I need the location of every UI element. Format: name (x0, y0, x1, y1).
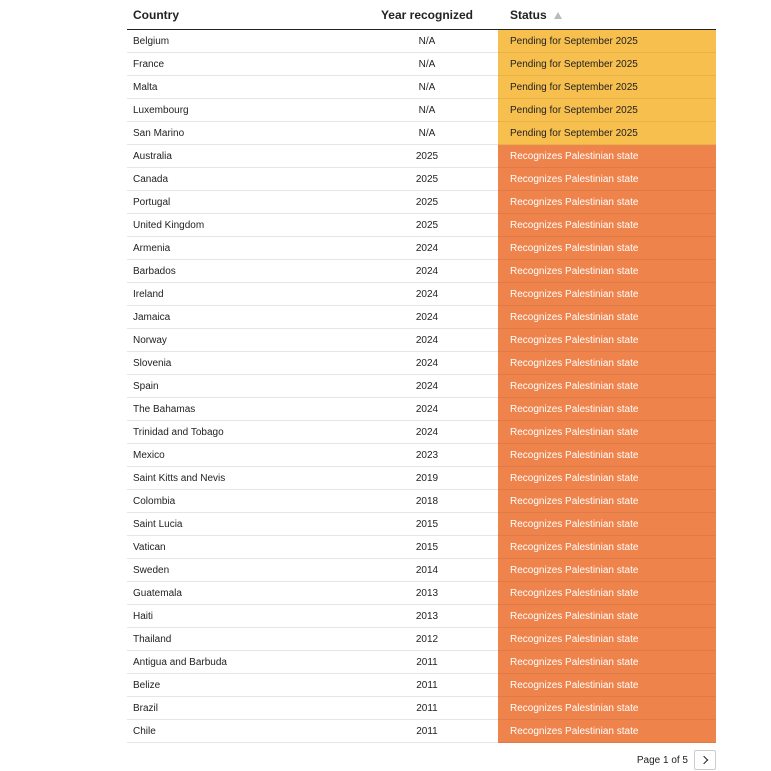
cell-country: Saint Kitts and Nevis (127, 467, 356, 490)
cell-country: Brazil (127, 697, 356, 720)
cell-year: 2011 (356, 674, 498, 697)
table-row (127, 375, 716, 398)
cell-year: 2024 (356, 329, 498, 352)
cell-status: Recognizes Palestinian state (498, 674, 716, 697)
table-row (127, 421, 716, 444)
cell-country: Malta (127, 76, 356, 99)
table-row (127, 53, 716, 76)
table-row (127, 536, 716, 559)
cell-country: Luxembourg (127, 99, 356, 122)
table-row (127, 467, 716, 490)
cell-year: 2024 (356, 237, 498, 260)
cell-status: Recognizes Palestinian state (498, 398, 716, 421)
table-row (127, 168, 716, 191)
cell-status: Recognizes Palestinian state (498, 628, 716, 651)
table-row (127, 352, 716, 375)
table-row (127, 628, 716, 651)
pagination (600, 749, 716, 771)
cell-year: 2011 (356, 697, 498, 720)
cell-country: Barbados (127, 260, 356, 283)
cell-year: 2012 (356, 628, 498, 651)
cell-year: 2025 (356, 168, 498, 191)
cell-status: Recognizes Palestinian state (498, 467, 716, 490)
table-row (127, 720, 716, 743)
table-body (127, 30, 716, 743)
cell-status: Pending for September 2025 (498, 53, 716, 76)
header-country[interactable] (127, 8, 356, 22)
cell-country: France (127, 53, 356, 76)
cell-year: N/A (356, 30, 498, 53)
cell-country: Ireland (127, 283, 356, 306)
cell-country: Saint Lucia (127, 513, 356, 536)
cell-country: Spain (127, 375, 356, 398)
cell-status: Recognizes Palestinian state (498, 605, 716, 628)
cell-country: Colombia (127, 490, 356, 513)
cell-year: 2015 (356, 536, 498, 559)
cell-country: Antigua and Barbuda (127, 651, 356, 674)
table-row (127, 444, 716, 467)
header-status-label: Status (510, 7, 547, 22)
table-row (127, 513, 716, 536)
cell-status: Recognizes Palestinian state (498, 306, 716, 329)
cell-status: Pending for September 2025 (498, 76, 716, 99)
header-year-label: Year recognized (380, 7, 474, 22)
cell-year: 2015 (356, 513, 498, 536)
cell-status: Recognizes Palestinian state (498, 191, 716, 214)
cell-country: Chile (127, 720, 356, 743)
header-status[interactable] (498, 8, 716, 22)
cell-status: Recognizes Palestinian state (498, 513, 716, 536)
cell-year: 2024 (356, 375, 498, 398)
table-row (127, 582, 716, 605)
cell-status: Recognizes Palestinian state (498, 444, 716, 467)
table-row (127, 191, 716, 214)
cell-year: 2024 (356, 306, 498, 329)
next-page-button[interactable] (694, 750, 716, 770)
cell-country: Jamaica (127, 306, 356, 329)
header-year[interactable] (356, 8, 498, 22)
chevron-right-icon (700, 756, 708, 764)
table-row (127, 260, 716, 283)
cell-year: 2013 (356, 582, 498, 605)
cell-country: Slovenia (127, 352, 356, 375)
cell-year: 2024 (356, 421, 498, 444)
table-row (127, 99, 716, 122)
cell-year: 2025 (356, 214, 498, 237)
cell-country: Guatemala (127, 582, 356, 605)
cell-year: N/A (356, 99, 498, 122)
cell-year: 2014 (356, 559, 498, 582)
cell-country: Portugal (127, 191, 356, 214)
cell-year: 2023 (356, 444, 498, 467)
cell-country: Canada (127, 168, 356, 191)
cell-status: Recognizes Palestinian state (498, 352, 716, 375)
table-row (127, 651, 716, 674)
cell-status: Recognizes Palestinian state (498, 283, 716, 306)
cell-year: 2025 (356, 191, 498, 214)
cell-status: Recognizes Palestinian state (498, 559, 716, 582)
cell-status: Recognizes Palestinian state (498, 145, 716, 168)
cell-status: Recognizes Palestinian state (498, 651, 716, 674)
cell-year: 2011 (356, 720, 498, 743)
cell-country: Sweden (127, 559, 356, 582)
cell-country: Mexico (127, 444, 356, 467)
table-row (127, 30, 716, 53)
table-row (127, 674, 716, 697)
cell-country: Trinidad and Tobago (127, 421, 356, 444)
cell-country: Armenia (127, 237, 356, 260)
cell-status: Recognizes Palestinian state (498, 490, 716, 513)
cell-status: Recognizes Palestinian state (498, 237, 716, 260)
page-indicator: Page 1 of 5 (636, 754, 688, 766)
cell-year: 2024 (356, 283, 498, 306)
cell-country: Vatican (127, 536, 356, 559)
table-row (127, 237, 716, 260)
cell-status: Pending for September 2025 (498, 122, 716, 145)
cell-year: 2024 (356, 260, 498, 283)
header-country-label: Country (133, 7, 179, 22)
table-row (127, 283, 716, 306)
table-row (127, 605, 716, 628)
cell-country: United Kingdom (127, 214, 356, 237)
cell-country: Norway (127, 329, 356, 352)
cell-status: Recognizes Palestinian state (498, 168, 716, 191)
sort-ascending-icon (554, 12, 562, 19)
cell-country: San Marino (127, 122, 356, 145)
cell-year: N/A (356, 53, 498, 76)
cell-status: Recognizes Palestinian state (498, 720, 716, 743)
cell-status: Pending for September 2025 (498, 30, 716, 53)
table-row (127, 398, 716, 421)
table-header (127, 0, 716, 30)
cell-country: Belgium (127, 30, 356, 53)
recognition-table (127, 0, 716, 743)
table-row (127, 559, 716, 582)
cell-status: Recognizes Palestinian state (498, 536, 716, 559)
cell-status: Recognizes Palestinian state (498, 582, 716, 605)
table-row (127, 329, 716, 352)
cell-year: 2025 (356, 145, 498, 168)
cell-status: Pending for September 2025 (498, 99, 716, 122)
table-row (127, 214, 716, 237)
cell-status: Recognizes Palestinian state (498, 329, 716, 352)
cell-country: Haiti (127, 605, 356, 628)
cell-status: Recognizes Palestinian state (498, 214, 716, 237)
table-row (127, 306, 716, 329)
cell-year: 2024 (356, 398, 498, 421)
cell-year: 2018 (356, 490, 498, 513)
cell-year: 2019 (356, 467, 498, 490)
cell-country: Australia (127, 145, 356, 168)
cell-status: Recognizes Palestinian state (498, 260, 716, 283)
table-row (127, 145, 716, 168)
cell-year: 2013 (356, 605, 498, 628)
cell-status: Recognizes Palestinian state (498, 375, 716, 398)
table-row (127, 76, 716, 99)
cell-country: Belize (127, 674, 356, 697)
table-row (127, 697, 716, 720)
table-row (127, 490, 716, 513)
cell-year: N/A (356, 76, 498, 99)
cell-year: 2011 (356, 651, 498, 674)
cell-country: The Bahamas (127, 398, 356, 421)
table-row (127, 122, 716, 145)
cell-year: 2024 (356, 352, 498, 375)
cell-year: N/A (356, 122, 498, 145)
cell-country: Thailand (127, 628, 356, 651)
cell-status: Recognizes Palestinian state (498, 697, 716, 720)
cell-status: Recognizes Palestinian state (498, 421, 716, 444)
